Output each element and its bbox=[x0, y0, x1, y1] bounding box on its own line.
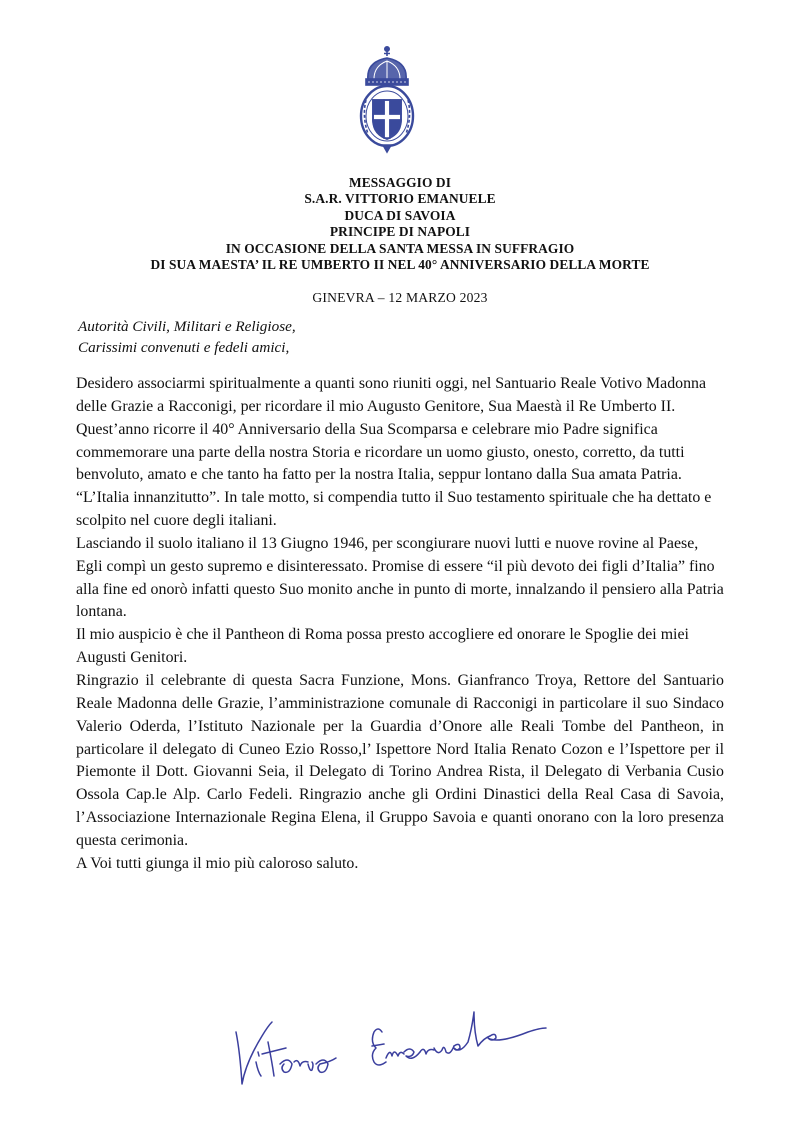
crown-shield-emblem bbox=[356, 44, 418, 154]
body-paragraph: Il mio auspicio è che il Pantheon di Roma possa presto accogliere ed onorare le Spoglie dei miei Augusti Genitori. bbox=[76, 626, 689, 667]
signature-drawing bbox=[228, 992, 558, 1102]
place-date-line: GINEVRA – 12 MARZO 2023 bbox=[312, 290, 488, 305]
salutation-line: Carissimi convenuti e fedeli amici, bbox=[78, 339, 290, 356]
message-body bbox=[76, 373, 724, 876]
body-paragraph: A Voi tutti giunga il mio più caloroso saluto. bbox=[76, 854, 359, 872]
message-heading bbox=[0, 175, 800, 273]
heading-line: DUCA DI SAVOIA bbox=[344, 207, 456, 223]
body-paragraph: Ringrazio il celebrante di questa Sacra Funzione, Mons. Gianfranco Troya, Rettore del Santuario Reale Madonna delle Grazie, l’amministrazione comunale di Racconigi in particolare il suo Sindaco Valerio Oderda, l’Istituto Nazionale per la Guardia d’Onore alle Reali Tombe del Pantheon, in particolare il delegato di Cuneo Ezio Rosso,l’ Ispettore Nord Italia Renato Cozon e l’Ispettore per il Piemonte il Dott. Giovanni Seia, il Delegato di Torino Andrea Rista, il Delegato di Verbania Cusio Ossola Cap.le Alp. Carlo Fedeli. Ringrazio anche gli Ordini Dinastici della Real Casa di Savoia, l’Associazione Internazionale Regina Elena, il Gruppo Savoia e quanti onorano con la loro presenza questa cerimonia. bbox=[76, 671, 724, 849]
body-paragraph: Quest’anno ricorre il 40° Anniversario della Sua Scomparsa e celebrare mio Padre significa commemorare una parte della nostra Storia e ricordare un uomo giusto, onesto, corretto, da tutti benvoluto, amato e che tanto ha fatto per la nostra Italia, seppur lontano dalla Sua amata Patria. bbox=[76, 420, 685, 484]
body-paragraph: “L’Italia innanzitutto”. In tale motto, si compendia tutto il Suo testamento spirituale che ha dettato e scolpito nel cuore degli italiani. bbox=[76, 489, 712, 530]
heading-line: PRINCIPE DI NAPOLI bbox=[329, 224, 471, 240]
handwritten-signature bbox=[228, 992, 558, 1102]
body-paragraph: Desidero associarmi spiritualmente a quanti sono riuniti oggi, nel Santuario Reale Votivo Madonna delle Grazie a Racconigi, per ricordare il mio Augusto Genitore, Sua Maestà il Re Umberto II. bbox=[76, 375, 707, 415]
heading-line: DI SUA MAESTA’ IL RE UMBERTO II NEL 40° ANNIVERSARIO DELLA MORTE bbox=[150, 257, 650, 273]
heading-line: S.A.R. VITTORIO EMANUELE bbox=[304, 191, 496, 207]
heading-line: IN OCCASIONE DELLA SANTA MESSA IN SUFFRAGIO bbox=[225, 240, 575, 256]
salutation bbox=[78, 316, 296, 358]
heading-line: MESSAGGIO DI bbox=[348, 175, 452, 190]
salutation-line: Autorità Civili, Militari e Religiose, bbox=[78, 318, 296, 335]
savoy-crest-icon bbox=[356, 44, 418, 154]
body-paragraph: Lasciando il suolo italiano il 13 Giugno 1946, per scongiurare nuovi lutti e nuove rovine al Paese, Egli compì un gesto supremo e disinteressato. Promise di essere “il più devoto dei figli d’Italia” fino alla fine ed onorò infatti questo Suo monito anche in punto di morte, innalzando il pensiero alla Patria lontana. bbox=[76, 534, 724, 621]
